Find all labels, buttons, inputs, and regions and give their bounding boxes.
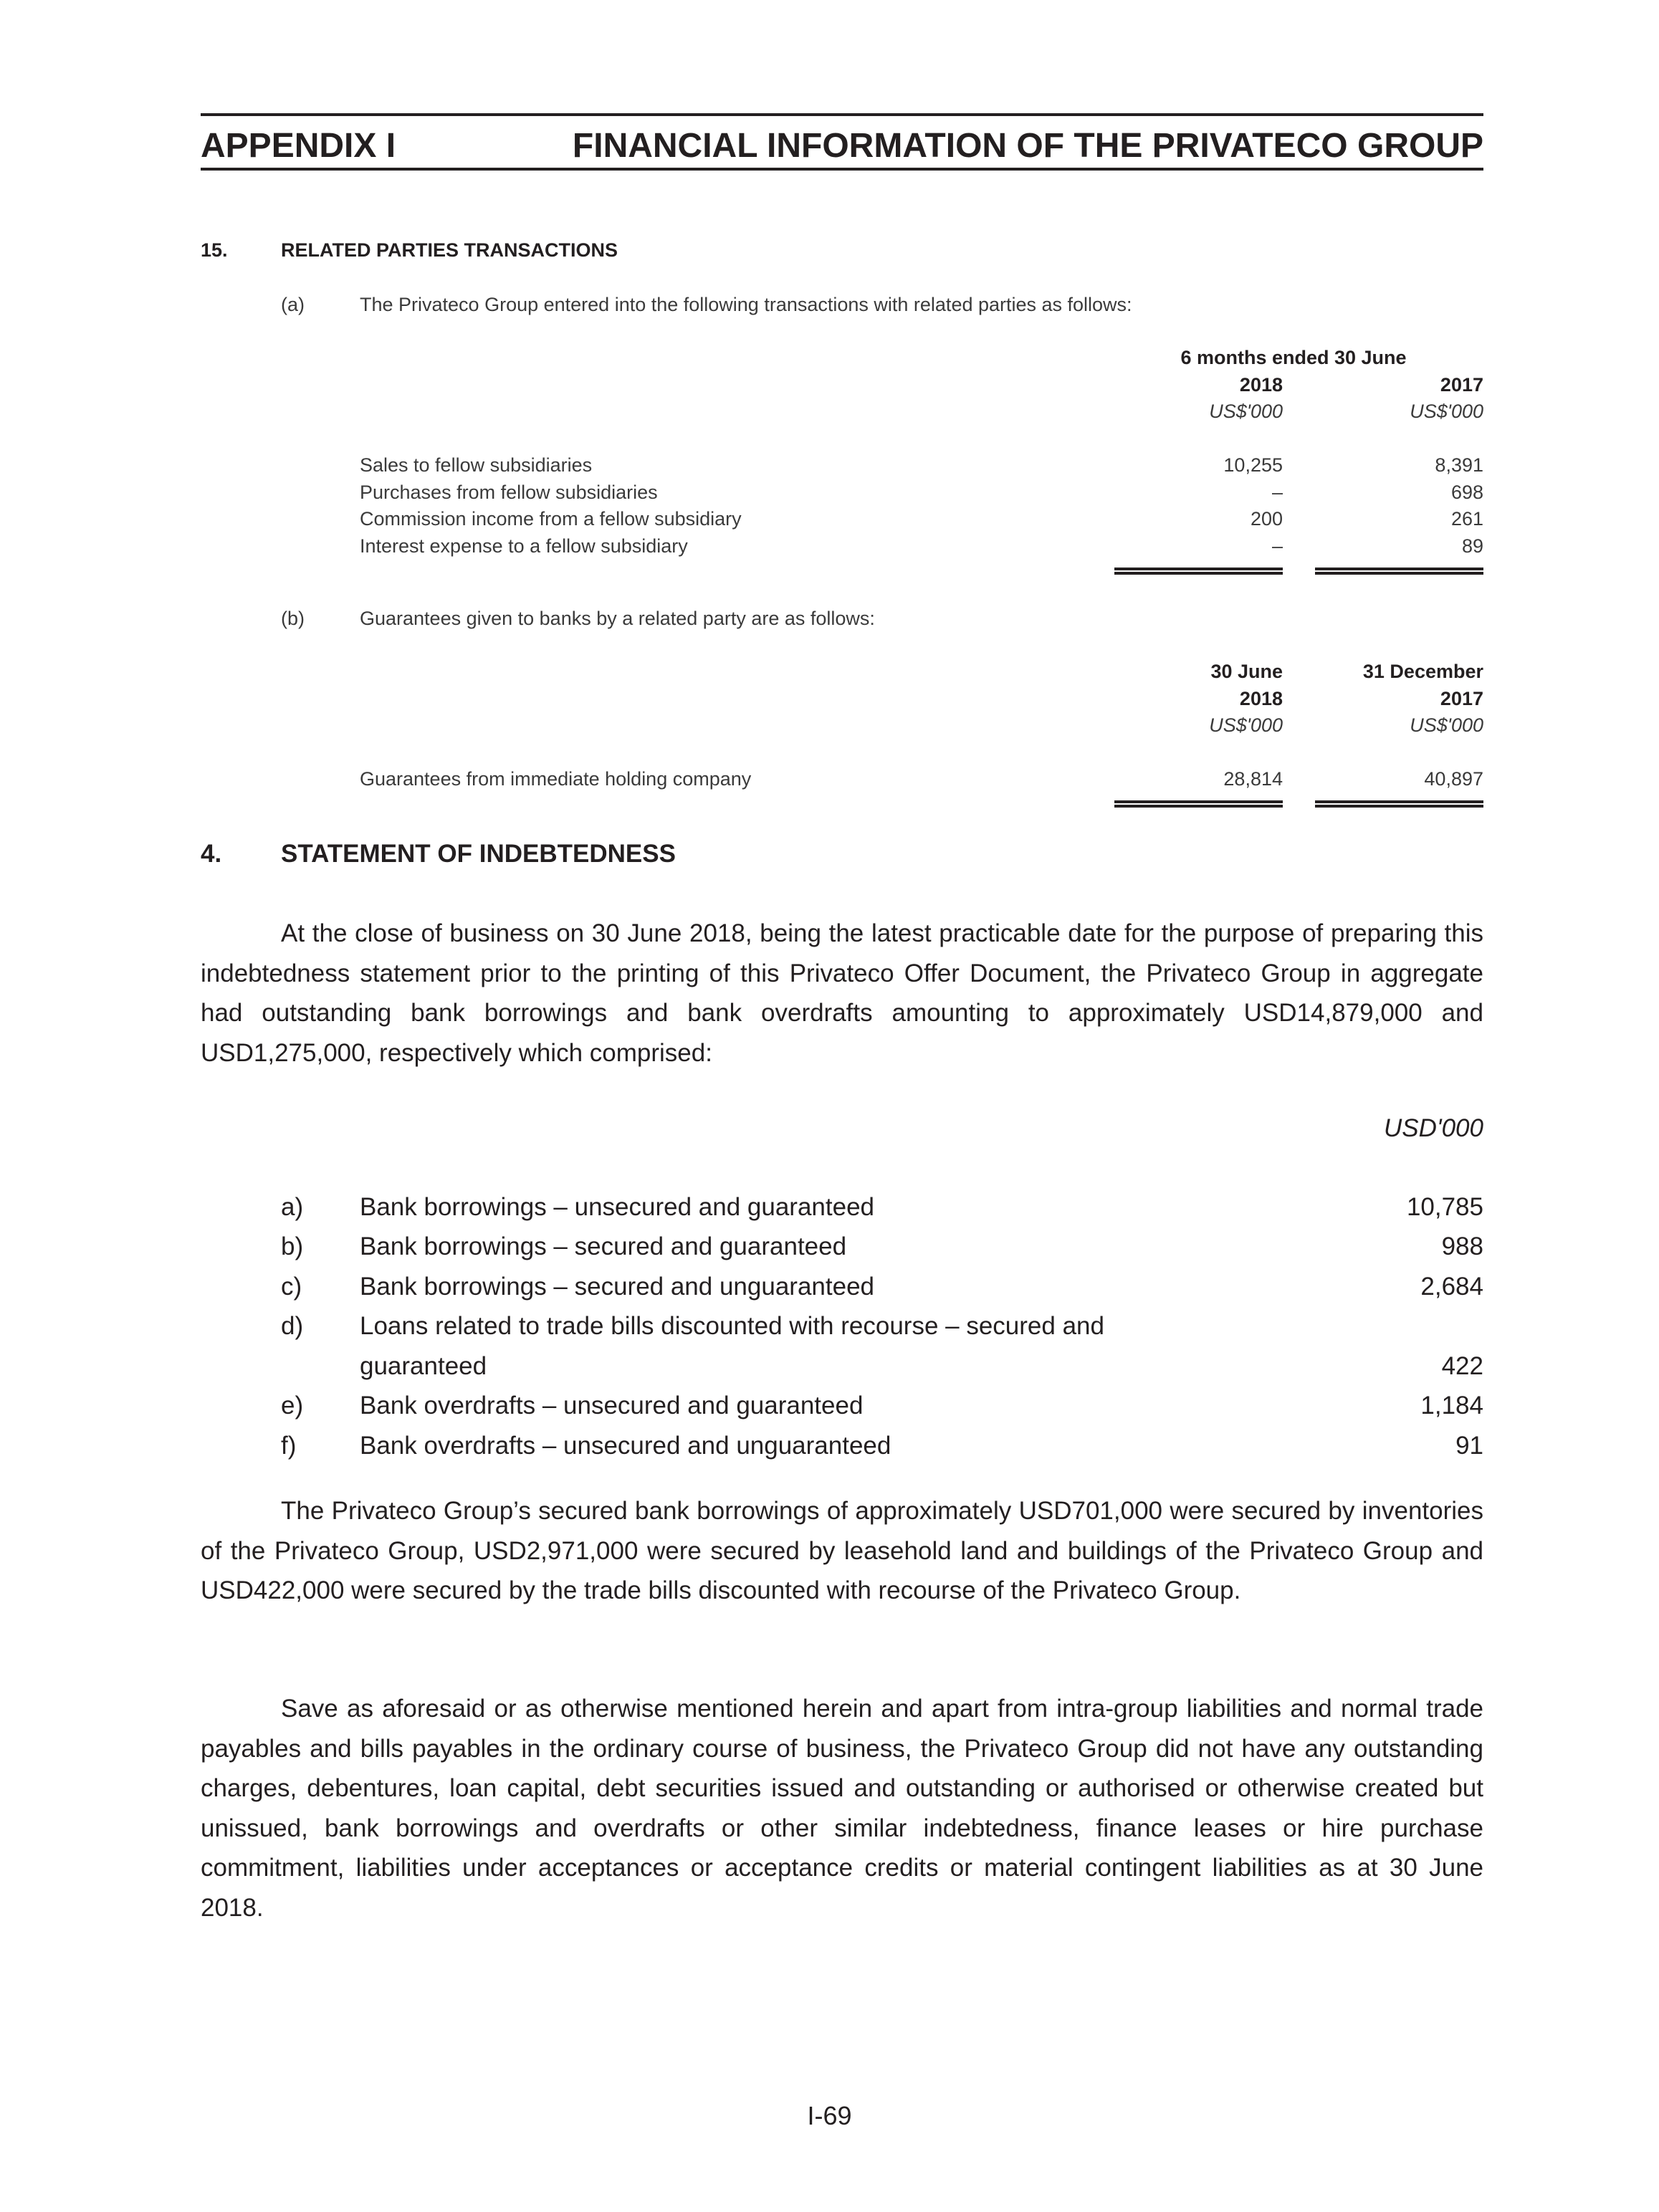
col-2017-year: 2017 xyxy=(1440,374,1483,396)
col-june-head: 30 June xyxy=(1210,661,1283,682)
subnote-b-label: (b) xyxy=(281,608,305,629)
section-number: 4. xyxy=(201,840,222,868)
subnote-a-label: (a) xyxy=(281,294,305,315)
total-rule xyxy=(1315,568,1483,575)
item-label: e) xyxy=(281,1392,304,1419)
total-rule xyxy=(1114,800,1283,808)
item-value: 91 xyxy=(1455,1432,1483,1460)
save-as-aforesaid-paragraph: Save as aforesaid or as otherwise mentioned herein and apart from intra-group liabilities and normal trade payables and bills payables in the ordinary course of business, the Privateco Group did not have any outstanding charges, debentures, loan capital, debt securities issued and outstanding or authorised or otherwise created but unissued, bank borrowings and overdrafts or other similar indebtedness, finance leases or hire purchase commitment, liabilities under acceptances or acceptance credits or material contingent liabilities as at 30 June 2018. xyxy=(201,1695,1483,1922)
item-value: 988 xyxy=(1441,1232,1483,1260)
item-label: d) xyxy=(281,1312,304,1340)
item-text: Bank overdrafts – unsecured and guaranteed xyxy=(360,1392,864,1419)
item-text: Bank borrowings – secured and unguaranteed xyxy=(360,1273,874,1301)
item-text: Bank overdrafts – unsecured and unguaranteed xyxy=(360,1432,891,1460)
row-value-2018: – xyxy=(1271,535,1283,557)
col-december-head: 31 December xyxy=(1362,661,1483,682)
note-heading: RELATED PARTIES TRANSACTIONS xyxy=(281,239,618,261)
item-value: 1,184 xyxy=(1420,1392,1483,1419)
item-label: a) xyxy=(281,1193,304,1221)
total-rule xyxy=(1315,800,1483,808)
col-2018-unit: US$'000 xyxy=(1209,401,1283,422)
unit-header: USD'000 xyxy=(1384,1114,1483,1142)
item-text: Bank borrowings – unsecured and guaranteed xyxy=(360,1193,874,1221)
item-value: 2,684 xyxy=(1420,1273,1483,1301)
col-june-unit: US$'000 xyxy=(1209,714,1283,736)
row-label: Sales to fellow subsidiaries xyxy=(360,454,593,476)
appendix-title: FINANCIAL INFORMATION OF THE PRIVATECO GROUP xyxy=(572,127,1483,165)
row-value-2018: 200 xyxy=(1250,508,1283,530)
subnote-a-text: The Privateco Group entered into the following transactions with related parties as follows: xyxy=(360,294,1132,315)
col-2017-unit: US$'000 xyxy=(1410,401,1483,422)
item-label: c) xyxy=(281,1273,302,1301)
item-text-continued: guaranteed xyxy=(360,1352,487,1380)
col-2018-year: 2018 xyxy=(1239,374,1283,396)
col-december-unit: US$'000 xyxy=(1410,714,1483,736)
item-text: Loans related to trade bills discounted with recourse – secured and xyxy=(360,1312,1104,1340)
row-value-2017: 261 xyxy=(1450,508,1483,530)
appendix-label: APPENDIX I xyxy=(201,127,396,165)
item-value: 10,785 xyxy=(1406,1193,1483,1221)
page-number: I-69 xyxy=(807,2101,852,2130)
row-value-2017: 89 xyxy=(1461,535,1483,557)
section-heading: STATEMENT OF INDEBTEDNESS xyxy=(281,840,676,868)
page-header xyxy=(201,113,1483,171)
intro-paragraph: At the close of business on 30 June 2018, being the latest practicable date for the purpose of preparing this indebtedness statement prior to the printing of this Privateco Offer Document, the Privateco Group in aggregate had outstanding bank borrowings and bank overdrafts amounting to approximately USD14,879,000 and USD1,275,000, respectively which comprised: xyxy=(201,919,1483,1067)
row-value-december: 40,897 xyxy=(1424,768,1483,790)
row-label: Guarantees from immediate holding company xyxy=(360,768,752,790)
row-value-2017: 8,391 xyxy=(1435,454,1483,476)
row-value-2017: 698 xyxy=(1450,482,1483,503)
period-header: 6 months ended 30 June xyxy=(1180,347,1407,368)
row-value-2018: 10,255 xyxy=(1223,454,1283,476)
row-label: Purchases from fellow subsidiaries xyxy=(360,482,658,503)
secured-borrowings-paragraph: The Privateco Group’s secured bank borrowings of approximately USD701,000 were secured by inventories of the Privateco Group, USD2,971,000 were secured by leasehold land and buildings of the Privateco Group and USD422,000 were secured by the trade bills discounted with recourse of the Privateco Group. xyxy=(201,1497,1483,1604)
row-value-2018: – xyxy=(1271,482,1283,503)
item-label: f) xyxy=(281,1432,297,1460)
row-label: Interest expense to a fellow subsidiary xyxy=(360,535,688,557)
item-value: 422 xyxy=(1441,1352,1483,1380)
col-june-year: 2018 xyxy=(1239,688,1283,709)
total-rule xyxy=(1114,568,1283,575)
col-december-year: 2017 xyxy=(1440,688,1483,709)
item-text: Bank borrowings – secured and guaranteed xyxy=(360,1232,847,1260)
item-label: b) xyxy=(281,1232,304,1260)
row-label: Commission income from a fellow subsidiary xyxy=(360,508,742,530)
subnote-b-text: Guarantees given to banks by a related party are as follows: xyxy=(360,608,875,629)
row-value-june: 28,814 xyxy=(1223,768,1283,790)
note-number: 15. xyxy=(201,239,228,261)
